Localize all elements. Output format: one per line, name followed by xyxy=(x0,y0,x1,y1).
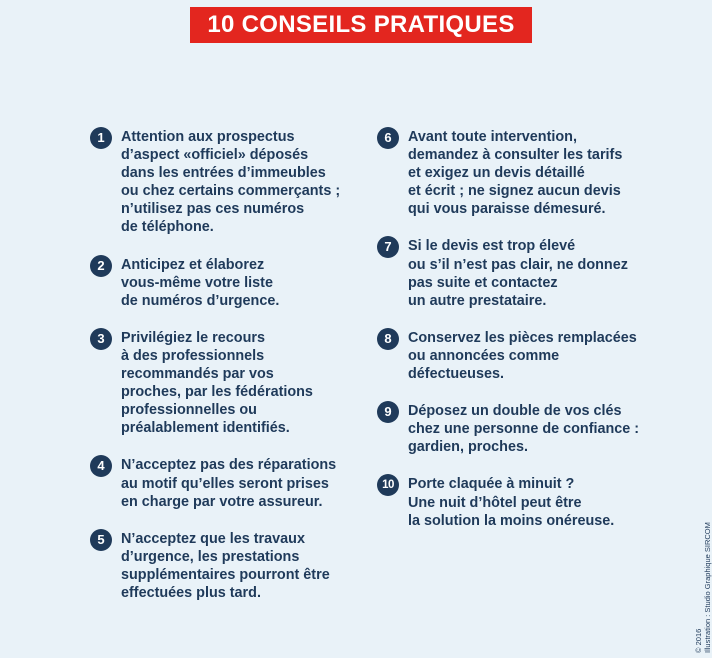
tip-text-line: demandez à consulter les tarifs xyxy=(408,147,623,164)
tip-text-line: d’aspect «officiel» déposés xyxy=(121,147,309,164)
tip-item xyxy=(90,256,360,310)
tip-text-line: professionnelles ou xyxy=(121,402,257,419)
tip-text-line: la solution la moins onéreuse. xyxy=(408,512,615,529)
tip-item xyxy=(377,475,657,529)
tip-text-line: Si le devis est trop élevé xyxy=(408,238,576,255)
tip-item xyxy=(377,329,657,383)
tip-text-line: défectueuses. xyxy=(408,366,504,383)
tips-column-left xyxy=(90,128,360,602)
tip-text-line: Privilégiez le recours xyxy=(121,329,265,346)
tip-text-line: préalablement identifiés. xyxy=(121,420,290,437)
tip-number-badge: 5 xyxy=(90,529,112,551)
tip-number-badge: 7 xyxy=(377,236,399,258)
tip-text-line: pas suite et contactez xyxy=(408,274,558,291)
tip-text-line: vous-même votre liste xyxy=(121,274,273,291)
tip-text-line: qui vous paraisse démesuré. xyxy=(408,201,606,218)
tip-text-line: N’acceptez que les travaux xyxy=(121,530,305,547)
tip-number-badge: 9 xyxy=(377,401,399,423)
tip-text-line: et écrit ; ne signez aucun devis xyxy=(408,183,621,200)
tip-number-badge: 6 xyxy=(377,127,399,149)
tip-text-line: dans les entrées d’immeubles xyxy=(121,165,326,182)
tip-item xyxy=(90,530,360,602)
tip-item xyxy=(377,237,657,309)
tip-text-line: d’urgence, les prestations xyxy=(121,548,300,565)
illustration-credit xyxy=(694,522,712,653)
tip-text-line: Porte claquée à minuit ? xyxy=(408,476,575,493)
tips-column-right xyxy=(377,128,657,530)
tip-text-line: Conservez les pièces remplacées xyxy=(408,329,637,346)
tip-text-line: ou chez certains commerçants ; xyxy=(121,183,341,200)
tip-text-line: de téléphone. xyxy=(121,219,214,236)
tip-text-line: au motif qu’elles seront prises xyxy=(121,475,329,492)
tip-text-line: à des professionnels xyxy=(121,347,265,364)
tip-number-badge: 1 xyxy=(90,127,112,149)
tip-text-line: Avant toute intervention, xyxy=(408,129,577,145)
tip-text-line: ou annoncées comme xyxy=(408,347,560,364)
tip-text-line: et exigez un devis détaillé xyxy=(408,165,585,182)
tip-number-badge: 4 xyxy=(90,455,112,477)
tip-text-line: proches, par les fédérations xyxy=(121,384,313,401)
tip-item xyxy=(90,329,360,438)
tip-item xyxy=(90,456,360,510)
tip-text-line: ou s’il n’est pas clair, ne donnez xyxy=(408,256,628,273)
tip-text-line: gardien, proches. xyxy=(408,439,528,456)
page-title: 10 CONSEILS PRATIQUES xyxy=(190,7,532,43)
tip-number-badge: 2 xyxy=(90,255,112,277)
tip-text-line: Une nuit d’hôtel peut être xyxy=(408,494,582,511)
tip-text-line: Déposez un double de vos clés xyxy=(408,403,622,420)
tip-text-line: n’utilisez pas ces numéros xyxy=(121,201,305,218)
tip-text-line: N’acceptez pas des réparations xyxy=(121,457,337,474)
tip-number-badge: 3 xyxy=(90,328,112,350)
credit-year: © 2016 xyxy=(694,628,703,653)
tip-text-line: Attention aux prospectus xyxy=(121,129,295,145)
tip-text-line: de numéros d’urgence. xyxy=(121,292,280,309)
tip-text-line: effectuées plus tard. xyxy=(121,584,261,601)
tip-text-line: Anticipez et élaborez xyxy=(121,256,265,273)
tip-text-line: chez une personne de confiance : xyxy=(408,421,640,438)
tip-item xyxy=(90,128,360,237)
credit-text: Illustration : Studio Graphique SIRCOM xyxy=(703,522,712,653)
tip-item xyxy=(377,128,657,218)
tip-number-badge: 10 xyxy=(377,474,399,496)
tip-text-line: supplémentaires pourront être xyxy=(121,566,330,583)
tip-text-line: en charge par votre assureur. xyxy=(121,493,323,510)
tip-text-line: un autre prestataire. xyxy=(408,292,547,309)
tip-text-line: recommandés par vos xyxy=(121,366,274,383)
tip-item xyxy=(377,402,657,456)
tip-number-badge: 8 xyxy=(377,328,399,350)
